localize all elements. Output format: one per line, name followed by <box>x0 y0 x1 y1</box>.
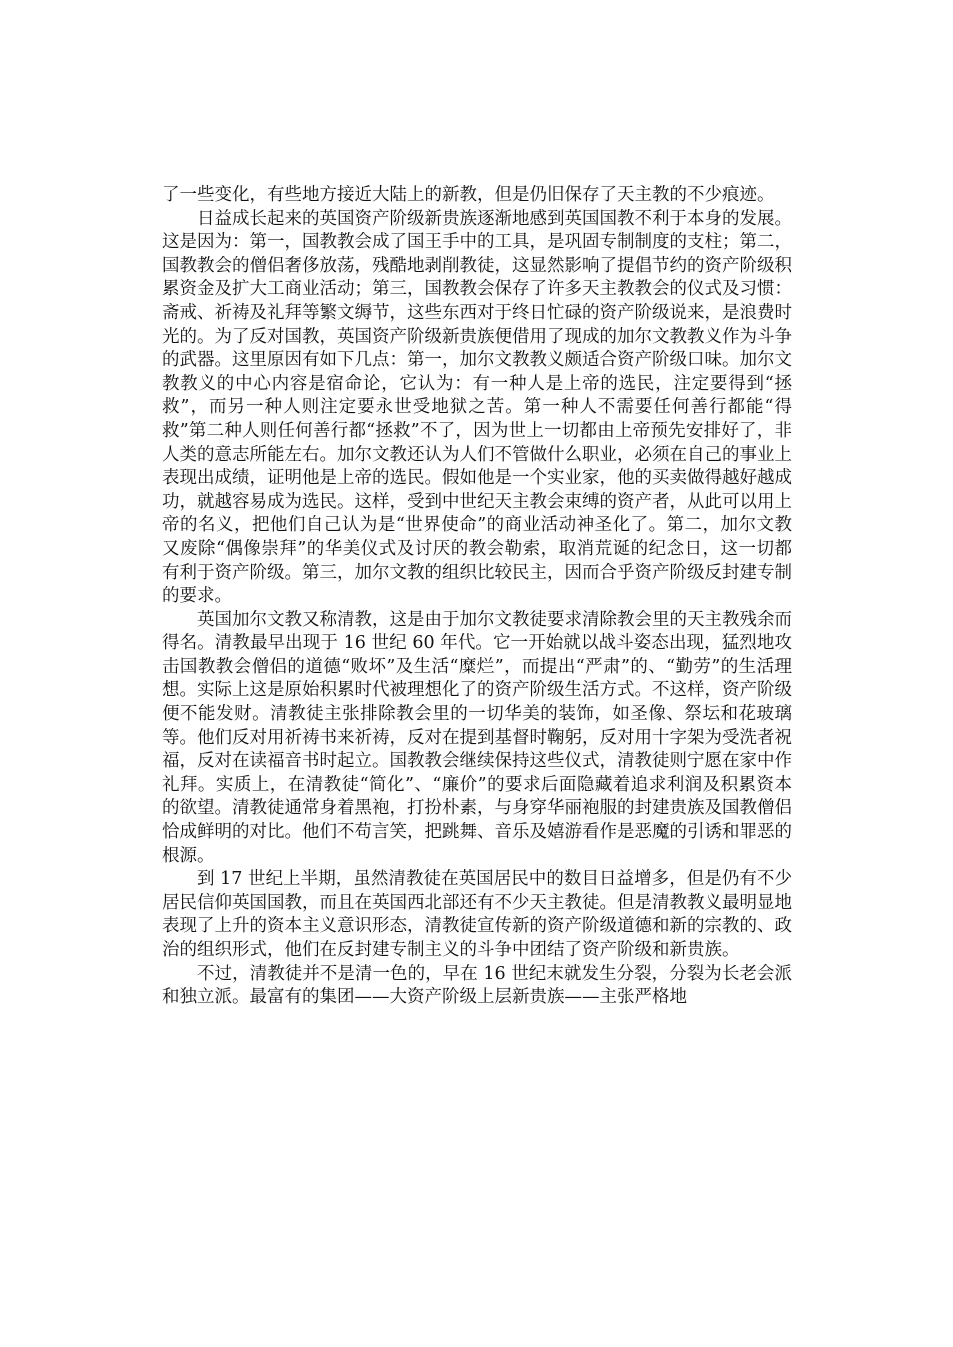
paragraph-puritan-split: 不过，清教徒并不是清一色的，早在 16 世纪末就发生分裂，分裂为长老会派和独立派。最富有的集团——大资产阶级上层新贵族——主张严格地 <box>162 963 792 1008</box>
paragraph-continuation: 了一些变化，有些地方接近大陆上的新教，但是仍旧保存了天主教的不少痕迹。 <box>162 185 775 205</box>
paragraph-puritanism: 英国加尔文教又称清教，这是由于加尔文教徒要求清除教会里的天主教残余而得名。清教最早出现于 16 世纪 60 年代。它一开始就以战斗姿态出现，猛烈地攻击国教教会僧侣的道德“败坏”及生活“糜烂”，而提出“严肃”的、“勤劳”的生活理想。实际上这是原始积累时代被理想化了的资产阶级生活方式。不这样，资产阶级便不能发财。清教徒主张排除教会里的一切华美的装饰，如圣像、祭坛和花玻璃等。他们反对用祈祷书来祈祷，反对在提到基督时鞠躬，反对用十字架为受洗者祝福，反对在读福音书时起立。国教教会继续保持这些仪式，清教徒则宁愿在家中作礼拜。实质上，在清教徒“简化”、“廉价”的要求后面隐藏着追求利润及积累资本的欲望。清教徒通常身着黑袍，打扮朴素，与身穿华丽袍服的封建贵族及国教僧侣恰成鲜明的对比。他们不苟言笑，把跳舞、音乐及嬉游看作是恶魔的引诱和罪恶的根源。 <box>162 609 792 866</box>
paragraph-17th-century: 到 17 世纪上半期，虽然清教徒在英国居民中的数目日益增多，但是仍有不少居民信仰英国国教，而且在英国西北部还有不少天主教徒。但是清教教义最明显地表现了上升的资本主义意识形态，清教徒宣传新的资产阶级道德和新的宗教的、政治的组织形式，他们在反封建专制主义的斗争中团结了资产阶级和新贵族。 <box>162 869 792 960</box>
body-text <box>162 184 792 1010</box>
paragraph-english-bourgeoisie: 日益成长起来的英国资产阶级新贵族逐渐地感到英国国教不利于本身的发展。这是因为：第一，国教教会成了国王手中的工具，是巩固专制制度的支柱；第二，国教教会的僧侣奢侈放荡，残酷地剥削教徒，这显然影响了提倡节约的资产阶级积累资金及扩大工商业活动；第三，国教教会保存了许多天主教教会的仪式及习惯：斋戒、祈祷及礼拜等繁文缛节，这些东西对于终日忙碌的资产阶级说来，是浪费时光的。为了反对国教，英国资产阶级新贵族便借用了现成的加尔文教教义作为斗争的武器。这里原因有如下几点：第一，加尔文教教义颇适合资产阶级口味。加尔文教教义的中心内容是宿命论，它认为：有一种人是上帝的选民，注定要得到“拯救”，而另一种人则注定要永世受地狱之苦。第一种人不需要任何善行都能“得救”第二种人则任何善行都“拯救”不了，因为世上一切都由上帝预先安排好了，非人类的意志所能左右。加尔文教还认为人们不管做什么职业，必须在自己的事业上表现出成绩，证明他是上帝的选民。假如他是一个实业家，他的买卖做得越好越成功，就越容易成为选民。这样，受到中世纪天主教会束缚的资产者，从此可以用上帝的名义，把他们自己认为是“世界使命”的商业活动神圣化了。第二，加尔文教又废除“偶像崇拜”的华美仪式及讨厌的教会勒索，取消荒诞的纪念日，这一切都有利于资产阶级。第三，加尔文教的组织比较民主，因而合乎资产阶级反封建专制的要求。 <box>162 208 792 607</box>
